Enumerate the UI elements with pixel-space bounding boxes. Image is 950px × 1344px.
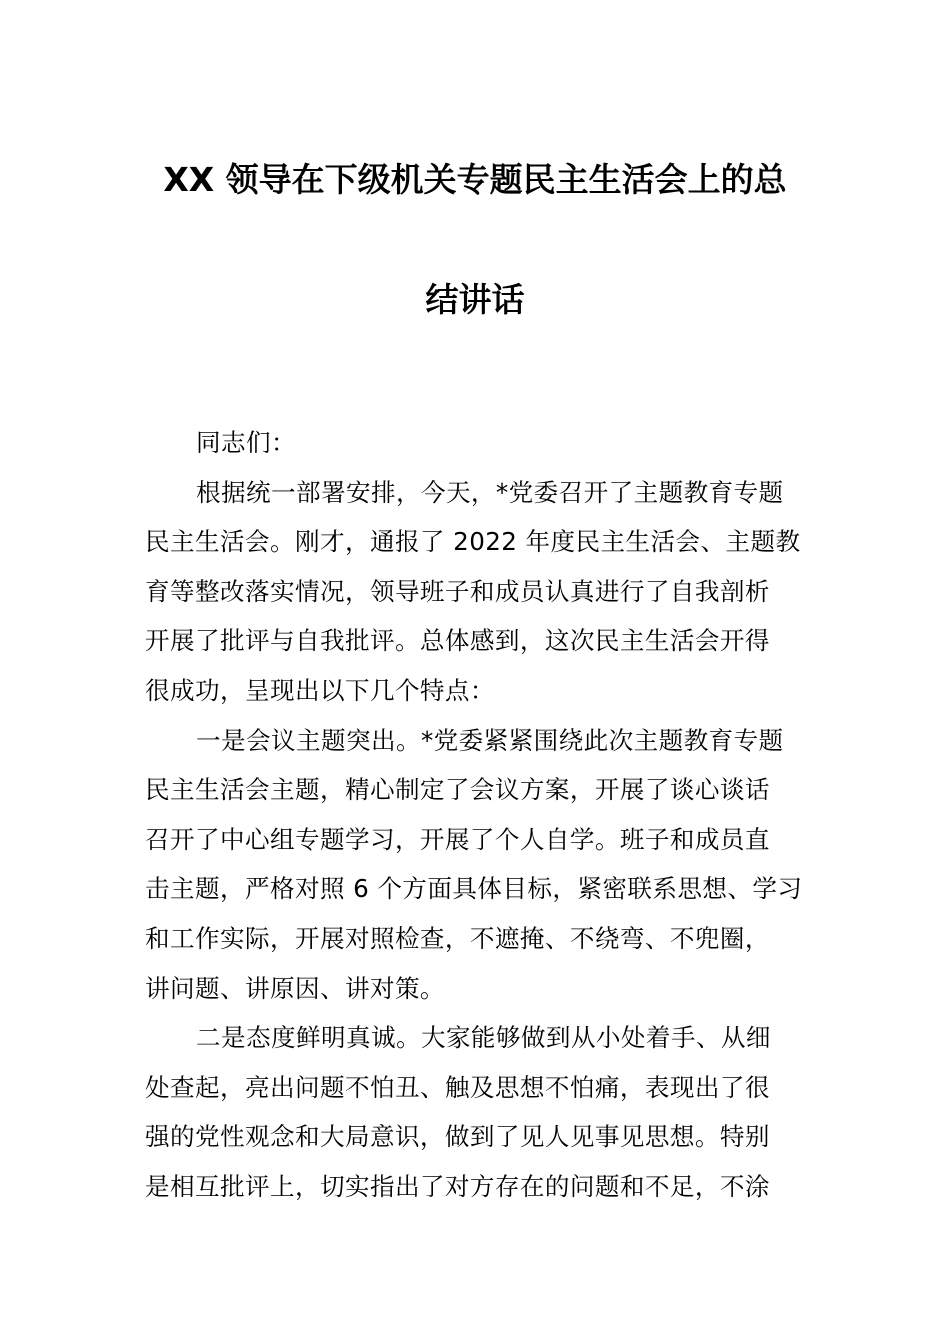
- document-body: [145, 418, 810, 1212]
- paragraph-line: 是相互批评上，切实指出了对方存在的问题和不足，不涂: [145, 1171, 770, 1201]
- paragraph-line: 开展了批评与自我批评。总体感到，这次民主生活会开得: [145, 626, 770, 656]
- paragraph-line: 很成功，呈现出以下几个特点：: [145, 675, 495, 705]
- salutation: 同志们：: [196, 428, 296, 457]
- paragraph-line: 二是态度鲜明真诚。大家能够做到从小处着手、从细: [196, 1023, 771, 1053]
- paragraph-line: 一是会议主题突出。*党委紧紧围绕此次主题教育专题: [196, 725, 784, 755]
- paragraph-line: 处查起，亮出问题不怕丑、触及思想不怕痛，表现出了很: [145, 1072, 770, 1102]
- paragraph-line: 击主题，严格对照 6 个方面具体目标，紧密联系思想、学习: [145, 874, 803, 904]
- document-title-line-1: XX 领导在下级机关专题民主生活会上的总: [163, 160, 787, 199]
- document-title-line-2: 结讲话: [425, 280, 525, 319]
- paragraph-line: 民主生活会主题，精心制定了会议方案，开展了谈心谈话: [145, 775, 770, 805]
- paragraph-line: 召开了中心组专题学习，开展了个人自学。班子和成员直: [145, 824, 770, 854]
- paragraph-line: 育等整改落实情况，领导班子和成员认真进行了自我剖析: [145, 576, 770, 606]
- paragraph-line: 根据统一部署安排，今天，*党委召开了主题教育专题: [196, 477, 784, 507]
- paragraph-line: 民主生活会。刚才，通报了 2022 年度民主生活会、主题教: [145, 527, 801, 557]
- paragraph-line: 强的党性观念和大局意识，做到了见人见事见思想。特别: [145, 1122, 770, 1152]
- paragraph-line: 讲问题、讲原因、讲对策。: [145, 973, 445, 1003]
- paragraph-line: 和工作实际，开展对照检查，不遮掩、不绕弯、不兜圈，: [145, 923, 770, 953]
